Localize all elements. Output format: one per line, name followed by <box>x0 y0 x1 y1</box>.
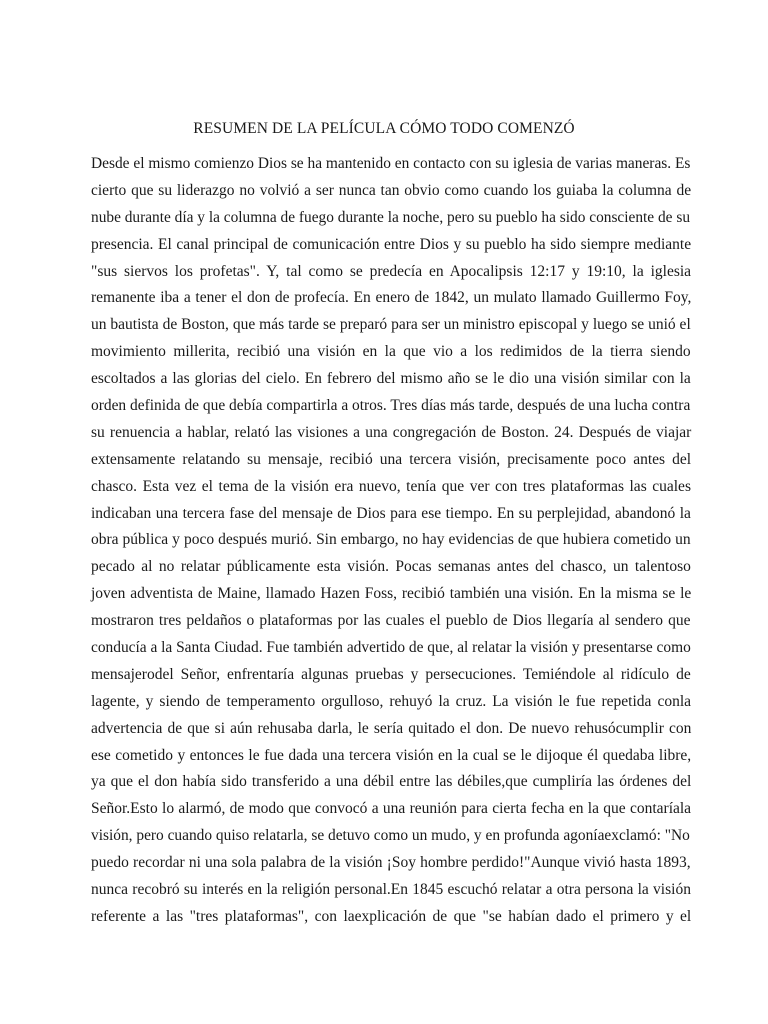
body-line: referente a las "tres plataformas", con laexplicación de que "se habían dado el primero y el <box>91 907 692 925</box>
body-line: obra pública y poco después murió. Sin embargo, no hay evidencias de que hubiera cometido un <box>91 531 691 549</box>
body-line: mostraron tres peldaños o plataformas por las cuales el pueblo de Dios llegaría al sendero que <box>91 612 691 630</box>
body-line: un bautista de Boston, que más tarde se preparó para ser un ministro episcopal y luego se unió el <box>91 316 691 334</box>
body-line: advertencia de que si aún rehusaba darla, le sería quitado el don. De nuevo rehusócumplir con <box>91 719 692 737</box>
document-title: RESUMEN DE LA PELÍCULA CÓMO TODO COMENZÓ <box>193 120 575 137</box>
body-line: indicaban una tercera fase del mensaje de Dios para ese tiempo. En su perplejidad, abandonó la <box>91 504 691 522</box>
body-line: puedo recordar ni una sola palabra de la visión ¡Soy hombre perdido!"Aunque vivió hasta 1893, <box>91 854 691 872</box>
body-line: presencia. El canal principal de comunicación entre Dios y su pueblo ha sido siempre mediante <box>91 235 692 253</box>
body-line: nunca recobró su interés en la religión personal.En 1845 escuchó relatar a otra persona la visión <box>91 881 691 899</box>
body-line: joven adventista de Maine, llamado Hazen Foss, recibió también una visión. En la misma se le <box>91 585 692 603</box>
body-line: mensajerodel Señor, enfrentaría algunas pruebas y persecuciones. Temiéndole al ridículo de <box>91 665 691 683</box>
body-line: chasco. Esta vez el tema de la visión era nuevo, tenía que ver con tres plataformas las cuales <box>91 477 691 495</box>
body-line: Señor.Esto lo alarmó, de modo que convocó a una reunión para cierta fecha en la que contaríala <box>91 800 692 818</box>
body-line: lagente, y siendo de temperamento orgulloso, rehuyó la cruz. La visión le fue repetida conla <box>91 692 692 710</box>
body-line: orden definida de que debía compartirla a otros. Tres días más tarde, después de una lucha contra <box>91 397 691 415</box>
body-line: ese cometido y entonces le fue dada una tercera visión en la cual se le dijoque él quedaba libre, <box>91 746 692 764</box>
body-line: remanente iba a tener el don de profecía. En enero de 1842, un mulato llamado Guillermo Foy, <box>91 289 692 307</box>
document-body <box>91 151 691 931</box>
body-line: escoltados a las glorias del cielo. En febrero del mismo año se le dio una visión similar con la <box>91 370 691 388</box>
body-line: Desde el mismo comienzo Dios se ha mantenido en contacto con su iglesia de varias maneras. Es <box>91 155 691 172</box>
body-line: su renuencia a hablar, relató las visiones a una congregación de Boston. 24. Después de viajar <box>91 423 692 441</box>
body-line: conducía a la Santa Ciudad. Fue también advertido de que, al relatar la visión y presentarse como <box>91 639 691 657</box>
body-line: movimiento millerita, recibió una visión en la que vio a los redimidos de la tierra siendo <box>91 343 691 361</box>
body-line: ya que el don había sido transferido a una débil entre las débiles,que cumpliría las órdenes del <box>91 773 692 791</box>
body-line: visión, pero cuando quiso relatarla, se detuvo como un mudo, y en profunda agoníaexclamó: "No <box>91 827 690 845</box>
body-line: "sus siervos los profetas". Y, tal como se predecía en Apocalipsis 12:17 y 19:10, la iglesia <box>91 262 692 280</box>
body-line: cierto que su liderazgo no volvió a ser nunca tan obvio como cuando los guiaba la columna de <box>91 181 692 199</box>
body-line: nube durante día y la columna de fuego durante la noche, pero su pueblo ha sido consciente de su <box>91 208 691 226</box>
body-line: extensamente relatando su mensaje, recibió una tercera visión, precisamente poco antes del <box>91 450 692 468</box>
body-line: pecado al no relatar públicamente esta visión. Pocas semanas antes del chasco, un talentoso <box>91 558 691 576</box>
